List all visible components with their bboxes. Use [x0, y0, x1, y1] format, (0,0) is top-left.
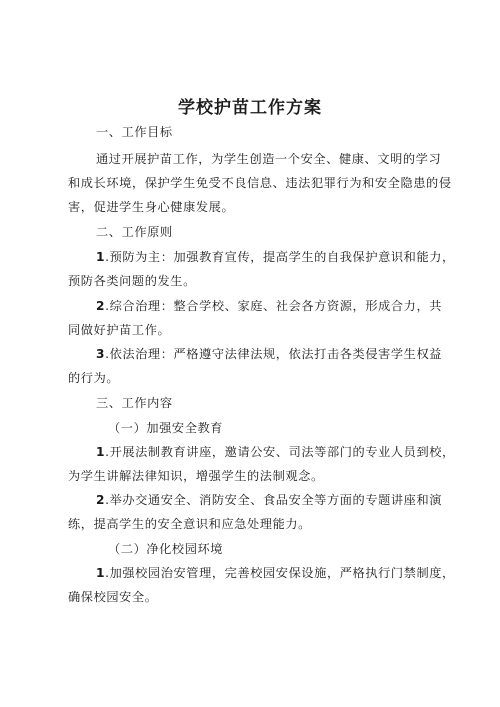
- section-heading-content: 三、工作内容: [96, 396, 173, 410]
- list-item-line: [96, 492, 442, 508]
- section-heading-principles: 二、工作原则: [96, 225, 173, 239]
- list-item-line: [96, 298, 442, 314]
- list-item-text: .加强校园治安管理，完善校园安保设施，严格执行门禁制度，: [105, 566, 455, 580]
- list-item-text: .举办交通安全、消防安全、食品安全等方面的专题讲座和演: [105, 493, 443, 507]
- list-item-line: [96, 444, 455, 460]
- list-item-text: .开展法制教育讲座，邀请公安、司法等部门的专业人员到校，: [105, 445, 455, 459]
- paragraph-line: 通过开展护苗工作，为学生创造一个安全、健康、文明的学习: [96, 152, 442, 166]
- list-item-line: 预防各类问题的发生。: [68, 274, 196, 288]
- list-item-line: 同做好护苗工作。: [68, 323, 171, 337]
- subsection-heading-campus-environment: （二）净化校园环境: [108, 542, 224, 556]
- list-item-line: 的行为。: [68, 371, 120, 385]
- subsection-heading-safety-education: （一）加强安全教育: [108, 421, 224, 435]
- list-item-number: 3: [96, 347, 106, 361]
- list-item-number: 2: [96, 299, 106, 313]
- list-item-number: 2: [96, 493, 106, 507]
- list-item-number: 1: [96, 250, 106, 264]
- list-item-text: .预防为主：加强教育宣传，提高学生的自我保护意识和能力，: [105, 250, 455, 264]
- section-heading-goals: 一、工作目标: [96, 125, 173, 139]
- paragraph-line: 害，促进学生身心健康发展。: [68, 200, 235, 214]
- list-item-line: [96, 249, 455, 265]
- list-item-number: 1: [96, 566, 106, 580]
- list-item-line: 为学生讲解法律知识，增强学生的法制观念。: [68, 469, 324, 483]
- list-item-number: 1: [96, 445, 106, 459]
- paragraph-line: 和成长环境，保护学生免受不良信息、违法犯罪行为和安全隐患的侵: [68, 176, 452, 190]
- list-item-line: 确保校园安全。: [68, 590, 158, 604]
- list-item-line: [96, 565, 455, 581]
- list-item-line: 练，提高学生的安全意识和应急处理能力。: [68, 517, 311, 531]
- list-item-line: [96, 346, 442, 362]
- document-title: 学校护苗工作方案: [178, 98, 322, 118]
- list-item-text: .综合治理：整合学校、家庭、社会各方资源，形成合力，共: [105, 299, 443, 313]
- list-item-text: .依法治理：严格遵守法律法规，依法打击各类侵害学生权益: [105, 347, 443, 361]
